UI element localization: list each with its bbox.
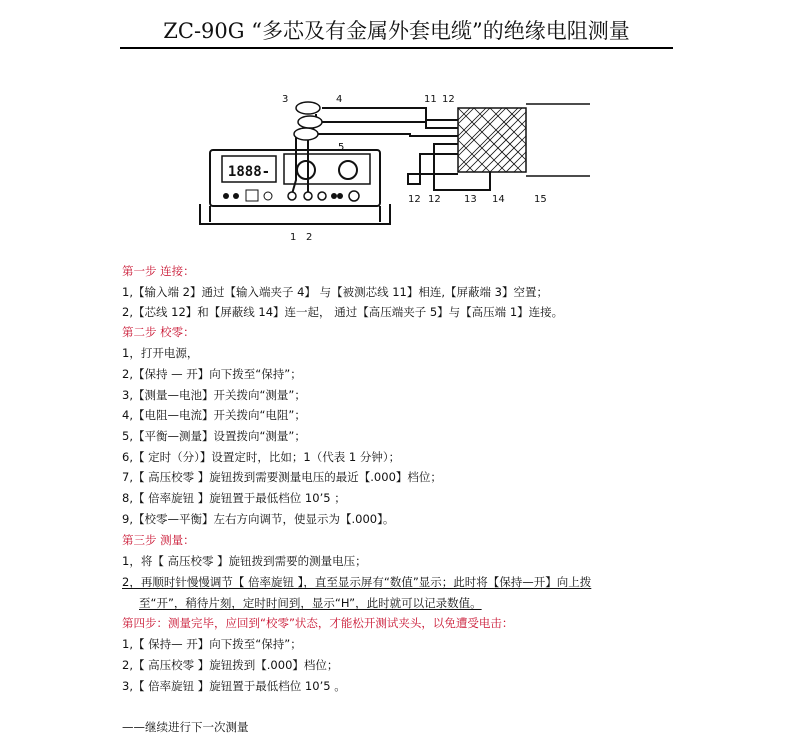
step2-line-9: 9,【校零—平衡】左右方向调节，使显示为【.000】。 [122, 512, 395, 526]
high-voltage-terminal-1 [288, 192, 296, 200]
callout-12-top: 12 [442, 94, 455, 105]
callout-12-b: 12 [428, 194, 441, 205]
callout-2: 2 [306, 232, 313, 243]
high-voltage-clamp-5 [294, 128, 318, 140]
step3-line-2-continued: 至“开”，稍待片刻，定时时间到，显示“H”，此时就可以记录数值。 [139, 596, 482, 610]
cable-jacket [526, 104, 590, 176]
step2-line-8: 8,【 倍率旋钮 】旋钮置于最低档位 10’5 ； [122, 491, 346, 505]
input-clamp-4 [298, 116, 322, 128]
callout-1: 1 [290, 232, 297, 243]
meter-display-value: 1888- [227, 164, 271, 180]
footer-note: ——继续进行下一次测量 [122, 720, 249, 734]
step2-line-7: 7,【 高压校零 】旋钮拨到需要测量电压的最近【.000】档位； [122, 470, 442, 484]
callout-12-a: 12 [408, 194, 421, 205]
step4-heading: 第四步：测量完毕，应回到“校零”状态，才能松开测试夹头，以免遭受电击： [122, 616, 514, 630]
step2-line-2: 2,【保持 — 开】向下拨至“保持”； [122, 367, 302, 381]
high-voltage-zero-knob [297, 161, 315, 179]
callout-13: 13 [464, 194, 477, 205]
callout-5: 5 [338, 142, 345, 153]
shield-terminal-3 [318, 192, 326, 200]
step3-heading: 第三步 测量： [122, 533, 195, 547]
step4-line-3: 3,【 倍率旋钮 】旋钮置于最低档位 10’5 。 [122, 679, 346, 693]
step1-line-2: 2,【芯线 12】和【屏蔽线 14】连一起， 通过【高压端夹子 5】与【高压端 1】连接。 [122, 305, 564, 319]
callout-11: 11 [424, 94, 437, 105]
input-terminal-2 [304, 192, 312, 200]
callout-14: 14 [492, 194, 505, 205]
step1-line-1: 1,【输入端 2】通过【输入端夹子 4】 与【被测芯线 11】相连,【屏蔽端 3】空置； [122, 285, 548, 299]
page-title: ZC-90G “多芯及有金属外套电缆”的绝缘电阻测量 [163, 19, 630, 43]
step2-heading: 第二步 校零： [122, 325, 195, 339]
step1-heading: 第一步 连接： [122, 264, 195, 278]
shield-clamp-3 [296, 102, 320, 114]
step2-line-6: 6,【 定时（分）】设置定时，比如；1（代表 1 分钟）； [122, 450, 401, 464]
step2-line-4: 4,【电阻—电流】开关拨向“电阻”； [122, 408, 306, 422]
step4-line-1: 1,【 保持— 开】向下拨至“保持”； [122, 637, 302, 651]
step2-line-1: 1，打开电源， [122, 346, 199, 360]
step3-line-2: 2，再顺时针慢慢调节【 倍率旋钮 】，直至显示屏有“数值”显示；此时将【保持—开】向上拨 [122, 575, 592, 589]
multiplier-knob [339, 161, 357, 179]
title-rule [120, 47, 673, 49]
step2-line-5: 5,【平衡—测量】设置拨向“测量”； [122, 429, 306, 443]
callout-3: 3 [282, 94, 289, 105]
step3-line-1: 1，将【 高压校零 】旋钮拨到需要的测量电压； [122, 554, 367, 568]
wiring-diagram [196, 84, 596, 244]
step4-line-2: 2,【 高压校零 】旋钮拨到【.000】档位； [122, 658, 339, 672]
callout-15: 15 [534, 194, 547, 205]
step2-line-3: 3,【测量—电池】开关拨向“测量”； [122, 388, 306, 402]
callout-4: 4 [336, 94, 343, 105]
